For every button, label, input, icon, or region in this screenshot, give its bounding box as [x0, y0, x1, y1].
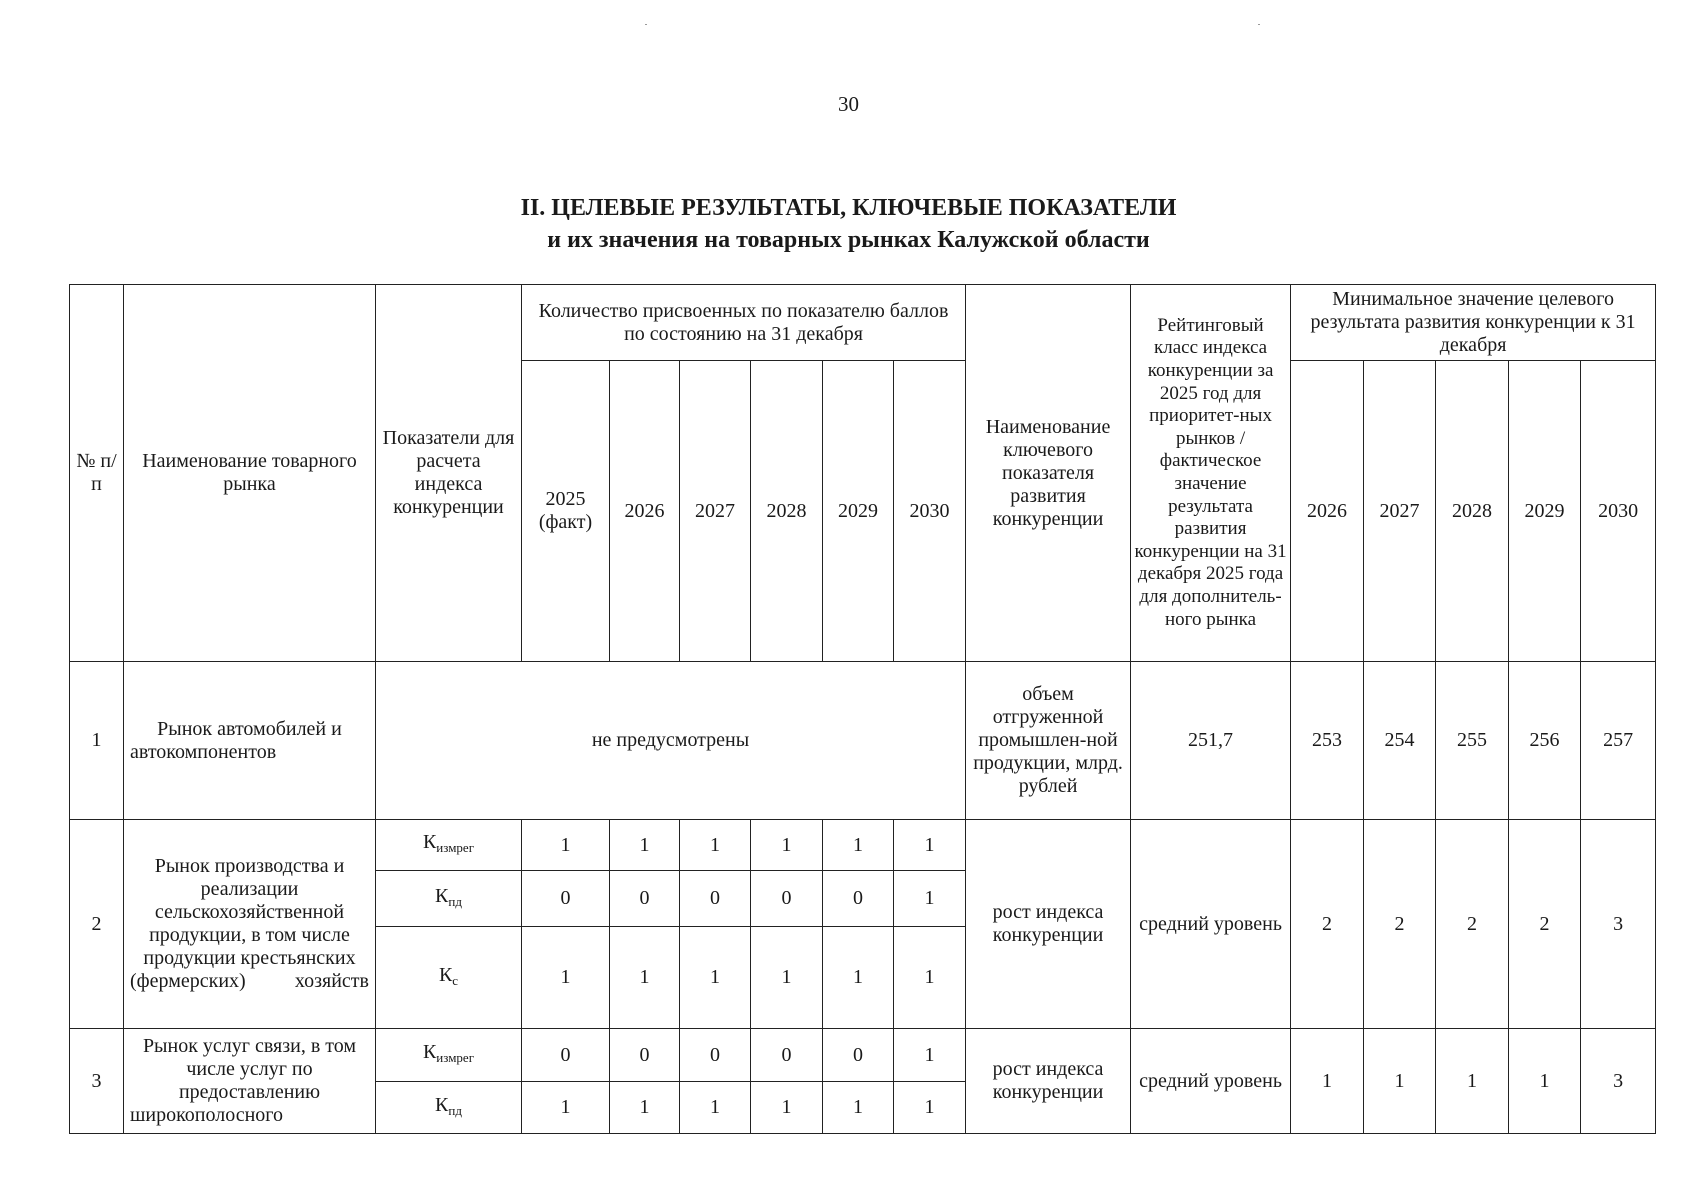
- indicator-code: $К_{измрег}$: [376, 820, 522, 871]
- points-value: 0: [823, 1029, 894, 1082]
- header-year-min: 2027: [1364, 361, 1436, 662]
- row-num: 2: [70, 820, 124, 1029]
- header-year-min: 2026: [1291, 361, 1364, 662]
- points-value: 1: [823, 820, 894, 871]
- header-year-points: 2026: [610, 361, 680, 662]
- table-row: [70, 820, 1656, 871]
- scan-speck: [1258, 24, 1260, 25]
- points-value: 0: [751, 1029, 823, 1082]
- points-value: 1: [680, 927, 751, 1029]
- rating-value: 251,7: [1131, 662, 1291, 820]
- key-indicator: рост индекса конкуренции: [966, 820, 1131, 1029]
- points-value: 1: [894, 820, 966, 871]
- min-value: 2: [1436, 820, 1509, 1029]
- header-year-min: 2030: [1581, 361, 1656, 662]
- min-value: 2: [1364, 820, 1436, 1029]
- title-line-2: и их значения на товарных рынках Калужской области: [547, 227, 1150, 253]
- indicator-code: $К_{измрег}$: [376, 1029, 522, 1082]
- market-name: Рынок услуг связи, в том числе услуг по предоставлению широкополосного: [124, 1029, 376, 1134]
- points-value: 1: [894, 871, 966, 927]
- points-value: 1: [894, 1029, 966, 1082]
- indicator-code: $К_с$: [376, 927, 522, 1029]
- points-value: 1: [823, 1082, 894, 1134]
- min-value: 3: [1581, 820, 1656, 1029]
- min-value: 2: [1291, 820, 1364, 1029]
- points-value: 0: [680, 871, 751, 927]
- header-year-points: 2030: [894, 361, 966, 662]
- market-name: Рынок производства и реализации сельскохозяйственной продукции, в том числе продукции крестьянских (фермерских) хозяйств: [124, 820, 376, 1029]
- points-value: 0: [751, 871, 823, 927]
- header-year-min: 2029: [1509, 361, 1581, 662]
- header-year-min: 2028: [1436, 361, 1509, 662]
- header-year-points: 2027: [680, 361, 751, 662]
- points-value: 0: [680, 1029, 751, 1082]
- points-value: 1: [610, 927, 680, 1029]
- header-num: № п/п: [70, 285, 124, 662]
- header-year-points: 2029: [823, 361, 894, 662]
- row-num: 1: [70, 662, 124, 820]
- min-value: 254: [1364, 662, 1436, 820]
- table-row: [70, 1029, 1656, 1082]
- header-points-group: Количество присвоенных по показателю баллов по состоянию на 31 декабря: [522, 285, 966, 361]
- points-value: 1: [823, 927, 894, 1029]
- header-year-points: 2028: [751, 361, 823, 662]
- points-value: 1: [894, 927, 966, 1029]
- min-value: 257: [1581, 662, 1656, 820]
- points-value: 1: [680, 820, 751, 871]
- rating-value: средний уровень: [1131, 820, 1291, 1029]
- points-value: 1: [610, 820, 680, 871]
- points-value: 1: [894, 1082, 966, 1134]
- min-value: 1: [1436, 1029, 1509, 1134]
- page-number: 30: [838, 92, 859, 116]
- min-value: 1: [1509, 1029, 1581, 1134]
- indicators-not-provided: не предусмотрены: [376, 662, 966, 820]
- points-value: 1: [751, 927, 823, 1029]
- points-value: 1: [751, 820, 823, 871]
- targets-table: [69, 284, 1656, 1134]
- row-num: 3: [70, 1029, 124, 1134]
- header-indicators: Показатели для расчета индекса конкуренции: [376, 285, 522, 662]
- scan-speck: [645, 24, 647, 25]
- min-value: 256: [1509, 662, 1581, 820]
- points-value: 0: [823, 871, 894, 927]
- points-value: 1: [522, 1082, 610, 1134]
- header-rating: Рейтинговый класс индекса конкуренции за 2025 год для приоритет-ных рынков / фактическое значение результата развития конкуренции на 31 декабря 2025 года для дополнитель-ного рынка: [1131, 285, 1291, 662]
- points-value: 1: [522, 820, 610, 871]
- header-key-indicator: Наименование ключевого показателя развития конкуренции: [966, 285, 1131, 662]
- title-line-1: II. ЦЕЛЕВЫЕ РЕЗУЛЬТАТЫ, КЛЮЧЕВЫЕ ПОКАЗАТЕЛИ: [520, 195, 1177, 221]
- min-value: 253: [1291, 662, 1364, 820]
- min-value: 1: [1291, 1029, 1364, 1134]
- market-name: Рынок автомобилей и автокомпонентов: [124, 662, 376, 820]
- points-value: 1: [522, 927, 610, 1029]
- points-value: 0: [610, 871, 680, 927]
- points-value: 1: [680, 1082, 751, 1134]
- indicator-code: $К_{пд}$: [376, 1082, 522, 1134]
- section-title: [0, 192, 1697, 256]
- header-year-points: 2025 (факт): [522, 361, 610, 662]
- header-row-1: [70, 285, 1656, 361]
- points-value: 0: [522, 871, 610, 927]
- points-value: 0: [522, 1029, 610, 1082]
- header-min-group: Минимальное значение целевого результата развития конкуренции к 31 декабря: [1291, 285, 1656, 361]
- table-row: [70, 662, 1656, 820]
- points-value: 1: [610, 1082, 680, 1134]
- min-value: 1: [1364, 1029, 1436, 1134]
- header-market: Наименование товарного рынка: [124, 285, 376, 662]
- points-value: 0: [610, 1029, 680, 1082]
- key-indicator: рост индекса конкуренции: [966, 1029, 1131, 1134]
- min-value: 255: [1436, 662, 1509, 820]
- indicator-code: $К_{пд}$: [376, 871, 522, 927]
- points-value: 1: [751, 1082, 823, 1134]
- min-value: 3: [1581, 1029, 1656, 1134]
- min-value: 2: [1509, 820, 1581, 1029]
- key-indicator: объем отгруженной промышлен-ной продукции, млрд. рублей: [966, 662, 1131, 820]
- rating-value: средний уровень: [1131, 1029, 1291, 1134]
